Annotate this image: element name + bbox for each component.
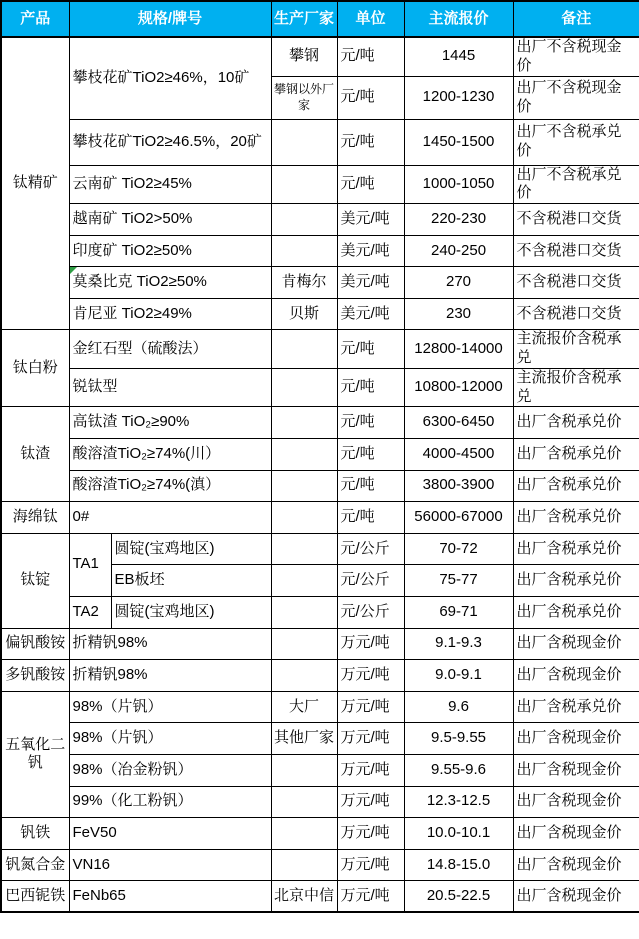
product-cell: 海绵钛 xyxy=(1,502,69,534)
spec-cell: 印度矿 TiO2≥50% xyxy=(69,235,271,267)
table-row xyxy=(1,533,639,565)
price-cell: 9.1-9.3 xyxy=(404,628,513,660)
maker-cell xyxy=(271,330,337,369)
table-row xyxy=(1,691,639,723)
maker-cell: 肯梅尔 xyxy=(271,267,337,299)
unit-cell: 元/吨 xyxy=(337,368,404,407)
product-cell: 五氧化二钒 xyxy=(1,691,69,817)
price-cell: 220-230 xyxy=(404,204,513,236)
note-cell: 出厂含税承兑价 xyxy=(513,438,639,470)
spec-form-cell: EB板坯 xyxy=(111,565,271,597)
table-row xyxy=(1,235,639,267)
header-cell-price: 主流报价 xyxy=(404,1,513,37)
spec-cell: 98%（片钒） xyxy=(69,723,271,755)
price-cell: 10.0-10.1 xyxy=(404,818,513,850)
maker-cell xyxy=(271,786,337,818)
unit-cell: 元/吨 xyxy=(337,330,404,369)
unit-cell: 元/吨 xyxy=(337,438,404,470)
spec-cell: 0# xyxy=(69,502,271,534)
price-cell: 70-72 xyxy=(404,533,513,565)
note-cell: 出厂含税现金价 xyxy=(513,723,639,755)
note-cell: 出厂含税现金价 xyxy=(513,754,639,786)
header-cell-unit: 单位 xyxy=(337,1,404,37)
unit-cell: 美元/吨 xyxy=(337,267,404,299)
unit-cell: 万元/吨 xyxy=(337,723,404,755)
unit-cell: 美元/吨 xyxy=(337,298,404,330)
product-cell: 钒氮合金 xyxy=(1,849,69,881)
price-cell: 1445 xyxy=(404,37,513,76)
spec-grade-cell: TA2 xyxy=(69,596,111,628)
unit-cell: 美元/吨 xyxy=(337,204,404,236)
spec-cell: 金红石型（硫酸法） xyxy=(69,330,271,369)
spec-cell: VN16 xyxy=(69,849,271,881)
spec-cell: 肯尼亚 TiO2≥49% xyxy=(69,298,271,330)
table-header-row xyxy=(1,1,639,37)
table-row xyxy=(1,37,639,76)
maker-cell: 攀钢以外厂家 xyxy=(271,76,337,119)
maker-cell xyxy=(271,849,337,881)
note-cell: 出厂不含税承兑价 xyxy=(513,165,639,204)
price-cell: 20.5-22.5 xyxy=(404,881,513,913)
spec-cell: 99%（化工粉钒） xyxy=(69,786,271,818)
price-cell: 270 xyxy=(404,267,513,299)
note-cell: 不含税港口交货 xyxy=(513,235,639,267)
spec-cell: 攀枝花矿TiO2≥46.5%，20矿 xyxy=(69,119,271,165)
spec-cell: FeV50 xyxy=(69,818,271,850)
unit-cell: 元/公斤 xyxy=(337,533,404,565)
spec-cell: 莫桑比克 TiO2≥50% xyxy=(69,267,271,299)
spec-cell: 云南矿 TiO2≥45% xyxy=(69,165,271,204)
price-cell: 9.0-9.1 xyxy=(404,660,513,692)
spec-cell: 酸溶渣TiO₂≥74%(川） xyxy=(69,438,271,470)
note-cell: 出厂含税承兑价 xyxy=(513,691,639,723)
price-cell: 9.55-9.6 xyxy=(404,754,513,786)
unit-cell: 元/吨 xyxy=(337,37,404,76)
maker-cell xyxy=(271,470,337,502)
note-cell: 出厂不含税现金价 xyxy=(513,37,639,76)
unit-cell: 元/吨 xyxy=(337,407,404,439)
product-cell: 钛锭 xyxy=(1,533,69,628)
spec-cell: 98%（冶金粉钒） xyxy=(69,754,271,786)
note-cell: 不含税港口交货 xyxy=(513,267,639,299)
maker-cell xyxy=(271,119,337,165)
product-cell: 多钒酸铵 xyxy=(1,660,69,692)
note-cell: 出厂含税承兑价 xyxy=(513,502,639,534)
price-cell: 1200-1230 xyxy=(404,76,513,119)
unit-cell: 美元/吨 xyxy=(337,235,404,267)
maker-cell xyxy=(271,407,337,439)
note-cell: 出厂含税承兑价 xyxy=(513,470,639,502)
note-cell: 出厂含税现金价 xyxy=(513,786,639,818)
spec-cell: 锐钛型 xyxy=(69,368,271,407)
price-cell: 10800-12000 xyxy=(404,368,513,407)
spec-cell: 高钛渣 TiO₂≥90% xyxy=(69,407,271,439)
spec-cell: FeNb65 xyxy=(69,881,271,913)
unit-cell: 元/公斤 xyxy=(337,565,404,597)
unit-cell: 元/吨 xyxy=(337,470,404,502)
price-cell: 75-77 xyxy=(404,565,513,597)
header-cell-maker: 生产厂家 xyxy=(271,1,337,37)
price-cell: 9.6 xyxy=(404,691,513,723)
product-cell: 钛精矿 xyxy=(1,37,69,330)
note-cell: 不含税港口交货 xyxy=(513,298,639,330)
unit-cell: 元/吨 xyxy=(337,119,404,165)
table-row xyxy=(1,723,639,755)
price-cell: 3800-3900 xyxy=(404,470,513,502)
unit-cell: 万元/吨 xyxy=(337,818,404,850)
price-cell: 9.5-9.55 xyxy=(404,723,513,755)
product-cell: 钛白粉 xyxy=(1,330,69,407)
price-cell: 14.8-15.0 xyxy=(404,849,513,881)
note-cell: 出厂不含税现金价 xyxy=(513,76,639,119)
spec-grade-cell: TA1 xyxy=(69,533,111,596)
unit-cell: 万元/吨 xyxy=(337,660,404,692)
price-cell: 4000-4500 xyxy=(404,438,513,470)
note-cell: 出厂含税承兑价 xyxy=(513,596,639,628)
note-cell: 出厂含税承兑价 xyxy=(513,407,639,439)
price-cell: 69-71 xyxy=(404,596,513,628)
table-row xyxy=(1,204,639,236)
price-cell: 1000-1050 xyxy=(404,165,513,204)
note-cell: 主流报价含税承兑 xyxy=(513,368,639,407)
unit-cell: 元/吨 xyxy=(337,502,404,534)
note-cell: 出厂含税承兑价 xyxy=(513,533,639,565)
spec-cell: 越南矿 TiO2>50% xyxy=(69,204,271,236)
note-cell: 出厂含税承兑价 xyxy=(513,565,639,597)
maker-cell xyxy=(271,628,337,660)
header-cell-spec: 规格/牌号 xyxy=(69,1,271,37)
maker-cell xyxy=(271,818,337,850)
unit-cell: 元/吨 xyxy=(337,165,404,204)
spec-cell: 攀枝花矿TiO2≥46%，10矿 xyxy=(69,37,271,119)
product-cell: 钛渣 xyxy=(1,407,69,502)
header-cell-product: 产品 xyxy=(1,1,69,37)
unit-cell: 万元/吨 xyxy=(337,754,404,786)
unit-cell: 元/公斤 xyxy=(337,596,404,628)
table-row xyxy=(1,330,639,369)
table-row xyxy=(1,786,639,818)
note-cell: 主流报价含税承兑 xyxy=(513,330,639,369)
table-row xyxy=(1,407,639,439)
table-row xyxy=(1,165,639,204)
maker-cell xyxy=(271,533,337,565)
price-cell: 6300-6450 xyxy=(404,407,513,439)
product-cell: 巴西铌铁 xyxy=(1,881,69,913)
note-cell: 出厂含税现金价 xyxy=(513,818,639,850)
table-row xyxy=(1,849,639,881)
note-cell: 不含税港口交货 xyxy=(513,204,639,236)
price-cell: 230 xyxy=(404,298,513,330)
maker-cell xyxy=(271,754,337,786)
maker-cell xyxy=(271,596,337,628)
table-row xyxy=(1,438,639,470)
spec-cell: 折精钒98% xyxy=(69,628,271,660)
table-row xyxy=(1,881,639,913)
table-row xyxy=(1,754,639,786)
table-row xyxy=(1,470,639,502)
maker-cell xyxy=(271,204,337,236)
table-row xyxy=(1,660,639,692)
note-cell: 出厂不含税承兑价 xyxy=(513,119,639,165)
table-row xyxy=(1,368,639,407)
note-cell: 出厂含税现金价 xyxy=(513,881,639,913)
maker-cell: 贝斯 xyxy=(271,298,337,330)
table-row xyxy=(1,502,639,534)
price-cell: 12800-14000 xyxy=(404,330,513,369)
maker-cell xyxy=(271,235,337,267)
table-row xyxy=(1,1,639,37)
unit-cell: 万元/吨 xyxy=(337,691,404,723)
header-cell-note: 备注 xyxy=(513,1,639,37)
unit-cell: 万元/吨 xyxy=(337,881,404,913)
spec-form-cell: 圆锭(宝鸡地区) xyxy=(111,533,271,565)
maker-cell xyxy=(271,438,337,470)
table-row xyxy=(1,298,639,330)
spec-cell: 酸溶渣TiO₂≥74%(滇） xyxy=(69,470,271,502)
unit-cell: 万元/吨 xyxy=(337,849,404,881)
maker-cell: 攀钢 xyxy=(271,37,337,76)
spec-cell: 98%（片钒） xyxy=(69,691,271,723)
price-cell: 240-250 xyxy=(404,235,513,267)
maker-cell xyxy=(271,565,337,597)
spec-cell: 折精钒98% xyxy=(69,660,271,692)
table-row xyxy=(1,818,639,850)
maker-cell xyxy=(271,660,337,692)
product-cell: 钒铁 xyxy=(1,818,69,850)
table-row xyxy=(1,267,639,299)
maker-cell: 其他厂家 xyxy=(271,723,337,755)
maker-cell: 大厂 xyxy=(271,691,337,723)
note-cell: 出厂含税现金价 xyxy=(513,628,639,660)
unit-cell: 万元/吨 xyxy=(337,628,404,660)
table-row xyxy=(1,628,639,660)
note-cell: 出厂含税现金价 xyxy=(513,660,639,692)
spec-form-cell: 圆锭(宝鸡地区) xyxy=(111,596,271,628)
error-indicator-triangle-icon xyxy=(70,267,77,274)
maker-cell xyxy=(271,368,337,407)
price-cell: 56000-67000 xyxy=(404,502,513,534)
unit-cell: 万元/吨 xyxy=(337,786,404,818)
price-cell: 1450-1500 xyxy=(404,119,513,165)
product-cell: 偏钒酸铵 xyxy=(1,628,69,660)
note-cell: 出厂含税现金价 xyxy=(513,849,639,881)
price-cell: 12.3-12.5 xyxy=(404,786,513,818)
unit-cell: 元/吨 xyxy=(337,76,404,119)
table-row xyxy=(1,119,639,165)
maker-cell xyxy=(271,165,337,204)
maker-cell: 北京中信 xyxy=(271,881,337,913)
table-row xyxy=(1,596,639,628)
maker-cell xyxy=(271,502,337,534)
